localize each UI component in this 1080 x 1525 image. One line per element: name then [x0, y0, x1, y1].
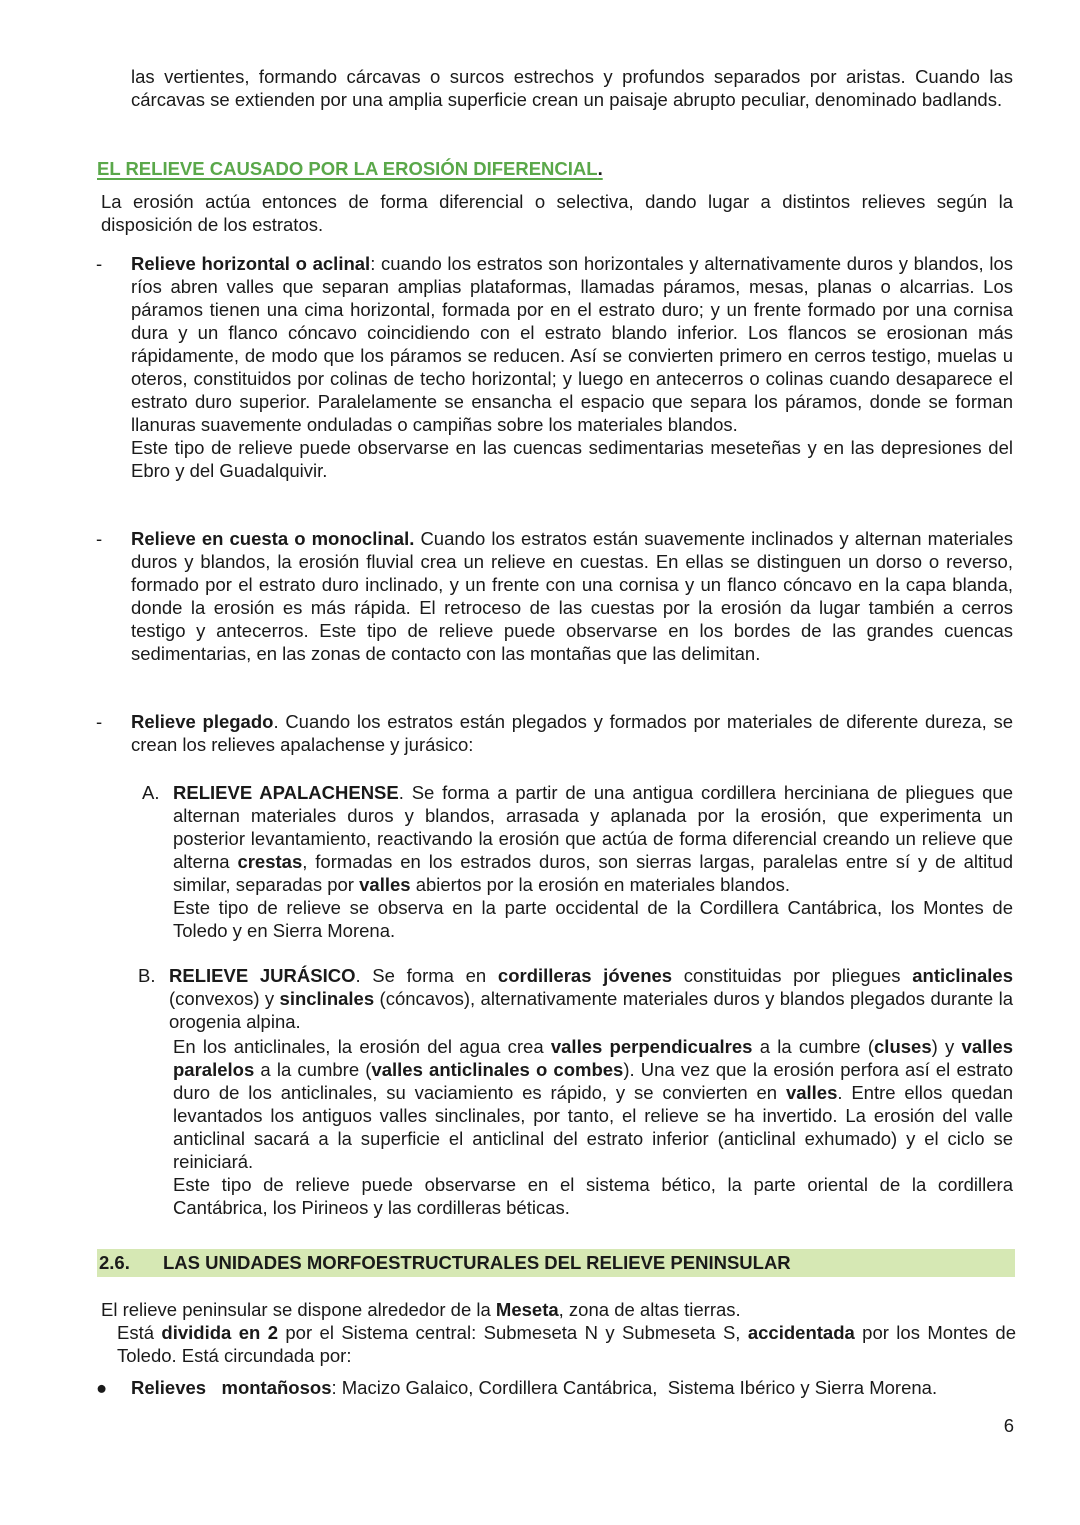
text-run: por los Montes de Toledo. Está circundada por:: [117, 1322, 1016, 1366]
list-item-relieve-horizontal: [96, 252, 1013, 482]
list-item-relieve-plegado: [96, 710, 1013, 756]
bold-term: sinclinales: [279, 988, 375, 1009]
bullet-item-relieves-montanosos: [96, 1376, 1026, 1399]
sub-item-note: Este tipo de relieve puede observarse en el sistema bético, la parte oriental de la cordillera Cantábrica, los Pirineos y las cordilleras béticas.: [173, 1174, 1013, 1218]
bold-term: valles: [785, 1082, 838, 1103]
text-run: . Se forma en: [355, 965, 498, 986]
section-heading-erosion-diferencial: [97, 157, 603, 180]
bullet-dot-icon: ●: [96, 1377, 108, 1398]
lead-text: La erosión actúa entonces de forma diferencial o selectiva, dando lugar a distintos relieves según la disposición de los estratos.: [101, 191, 1013, 235]
item-title: Relieve horizontal o aclinal: [131, 253, 371, 274]
sub-item-letter: A.: [142, 782, 160, 803]
sub-item-paragraph-2: [169, 1035, 1013, 1173]
text-run: ). Una vez que la erosión perfora así el estrato duro de los anticlinales, su vaciamiento es rápido, y se convierten en: [173, 1059, 1013, 1103]
dash-marker: -: [96, 528, 103, 549]
text-run: . Entre ellos quedan levantados los antiguos valles sinclinales, por tanto, el relieve se ha invertido. La erosión del valle anticlinal sacará a la superficie el anticlinal del estrato inferior (anticlinal exhumado) y el ciclo se reiniciará.: [173, 1082, 1013, 1172]
bullet-body: : Macizo Galaico, Cordillera Cantábrica, Sistema Ibérico y Sierra Morena.: [331, 1377, 938, 1398]
text-run: (convexos) y: [169, 988, 280, 1009]
text-run: a la cumbre (: [254, 1059, 372, 1080]
text-run: a la cumbre (: [752, 1036, 875, 1057]
meseta-paragraph: [101, 1298, 1016, 1367]
lead-paragraph: [101, 190, 1013, 236]
sub-item-content: [169, 964, 1013, 1219]
list-item-content: [131, 710, 1013, 756]
sub-item-title: RELIEVE JURÁSICO: [169, 965, 356, 986]
bold-term: valles anticlinales o combes: [371, 1059, 624, 1080]
meseta-line-1: [101, 1298, 1016, 1321]
item-title: Relieve plegado: [131, 711, 274, 732]
sub-item-relieve-jurasico: [138, 964, 1013, 1219]
bold-term: crestas: [237, 851, 303, 872]
text-run: constituidas por pliegues: [672, 965, 913, 986]
item-title: Relieve en cuesta o monoclinal.: [131, 528, 415, 549]
bold-term: dividida en 2: [161, 1322, 278, 1343]
text-run: (cóncavos), alternativamente materiales duros y blandos plegados durante la orogenia alpina.: [169, 988, 1013, 1032]
bold-term: Meseta: [495, 1299, 559, 1320]
text-run: por el Sistema central: Submeseta N y Submeseta S,: [278, 1322, 748, 1343]
meseta-line-2: [101, 1321, 1016, 1367]
bold-term: valles: [359, 874, 411, 895]
section-number: 2.6.: [99, 1252, 130, 1273]
item-body: : cuando los estratos son horizontales y alternativamente duros y blandos, los ríos abren valles que separan amplias plataformas, llamadas páramos, mesas, planas o alcarrias. Los páramos tienen una cima horizontal, formada por en el estrato duro; y un frente formado por una cornisa dura y un flanco cóncavo coincidiendo con el estrato blando inferior. Los flancos se erosionan más rápidamente, de modo que los páramos se reducen. Así se convierten primero en cerros testigo, muelas u oteros, constituidos por colinas de techo horizontal; y luego en antecerros o colinas cuando desaparece el estrato duro superior. Paralelamente se ensancha el espacio que separa los páramos, donde se forman llanuras suavemente onduladas o campiñas sobre los materiales blandos.: [131, 253, 1013, 435]
text-run: El relieve peninsular se dispone alrededor de la: [101, 1299, 496, 1320]
heading-text: EL RELIEVE CAUSADO POR LA EROSIÓN DIFERENCIAL: [97, 158, 598, 179]
item-body: . Cuando los estratos están plegados y formados por materiales de diferente dureza, se crean los relieves apalachense y jurásico:: [131, 711, 1013, 755]
list-item-content: [131, 252, 1013, 482]
bullet-title: Relieves montañosos: [131, 1377, 332, 1398]
section-header-band: [97, 1249, 1015, 1277]
bold-term: cordilleras jóvenes: [497, 965, 673, 986]
text-run: . Se forma a partir de una antigua cordillera herciniana de pliegues que alternan materiales duros y blandos, arrasada y aplanada por la erosión, que experimenta un posterior levantamiento, reactivando la erosión que actúa de forma diferencial creando un relieve que alterna: [173, 782, 1014, 872]
text-run: ) y: [931, 1036, 962, 1057]
list-item-relieve-cuesta: [96, 527, 1013, 665]
sub-item-letter: B.: [138, 965, 156, 986]
bold-term: anticlinales: [912, 965, 1013, 986]
text-run: abiertos por la erosión en materiales blandos.: [410, 874, 791, 895]
dash-marker: -: [96, 711, 103, 732]
page-number: 6: [1003, 1415, 1014, 1436]
item-body: Cuando los estratos están suavemente inclinados y alternan materiales duros y blandos, la erosión fluvial crea un relieve en cuestas. En ellas se distinguen un dorso o reverso, formado por el estrato duro inclinado, y un frente con una cornisa y un flanco cóncavo en la capa blanda, donde la erosión es más rápida. El retroceso de las cuestas por la erosión da lugar también a cerros testigo y antecerros. Este tipo de relieve puede observarse en los bordes de las grandes cuencas sedimentarias, en las zonas de contacto con las montañas que las delimitan.: [131, 528, 1014, 664]
text-run: , formadas en los estrados duros, son sierras largas, paralelas entre sí y de altitud similar, separadas por: [173, 851, 1013, 895]
list-item-content: [131, 527, 1013, 665]
intro-paragraph: [131, 65, 1013, 111]
bold-term: valles perpendicualres: [550, 1036, 753, 1057]
text-run: Está: [117, 1322, 162, 1343]
dash-marker: -: [96, 253, 103, 274]
heading-trailing-dot: .: [597, 158, 603, 179]
sub-item-title: RELIEVE APALACHENSE: [173, 782, 399, 803]
sub-item-content: [173, 781, 1013, 942]
sub-item-note: Este tipo de relieve se observa en la parte occidental de la Cordillera Cantábrica, los Montes de Toledo y en Sierra Morena.: [173, 897, 1013, 941]
sub-item-relieve-apalachense: [142, 781, 1013, 942]
bold-term: accidentada: [747, 1322, 855, 1343]
item-note: Este tipo de relieve puede observarse en las cuencas sedimentarias meseteñas y en las depresiones del Ebro y del Guadalquivir.: [131, 437, 1013, 481]
section-title: LAS UNIDADES MORFOESTRUCTURALES DEL RELIEVE PENINSULAR: [163, 1252, 791, 1273]
bullet-content: [131, 1376, 1026, 1399]
intro-text: las vertientes, formando cárcavas o surcos estrechos y profundos separados por aristas. Cuando las cárcavas se extienden por una amplia superficie crean un paisaje abrupto peculiar, denominado badlands.: [131, 66, 1013, 110]
text-run: , zona de altas tierras.: [558, 1299, 741, 1320]
bold-term: cluses: [874, 1036, 932, 1057]
bold-term: valles paralelos: [173, 1036, 1013, 1080]
text-run: En los anticlinales, la erosión del agua crea: [173, 1036, 551, 1057]
